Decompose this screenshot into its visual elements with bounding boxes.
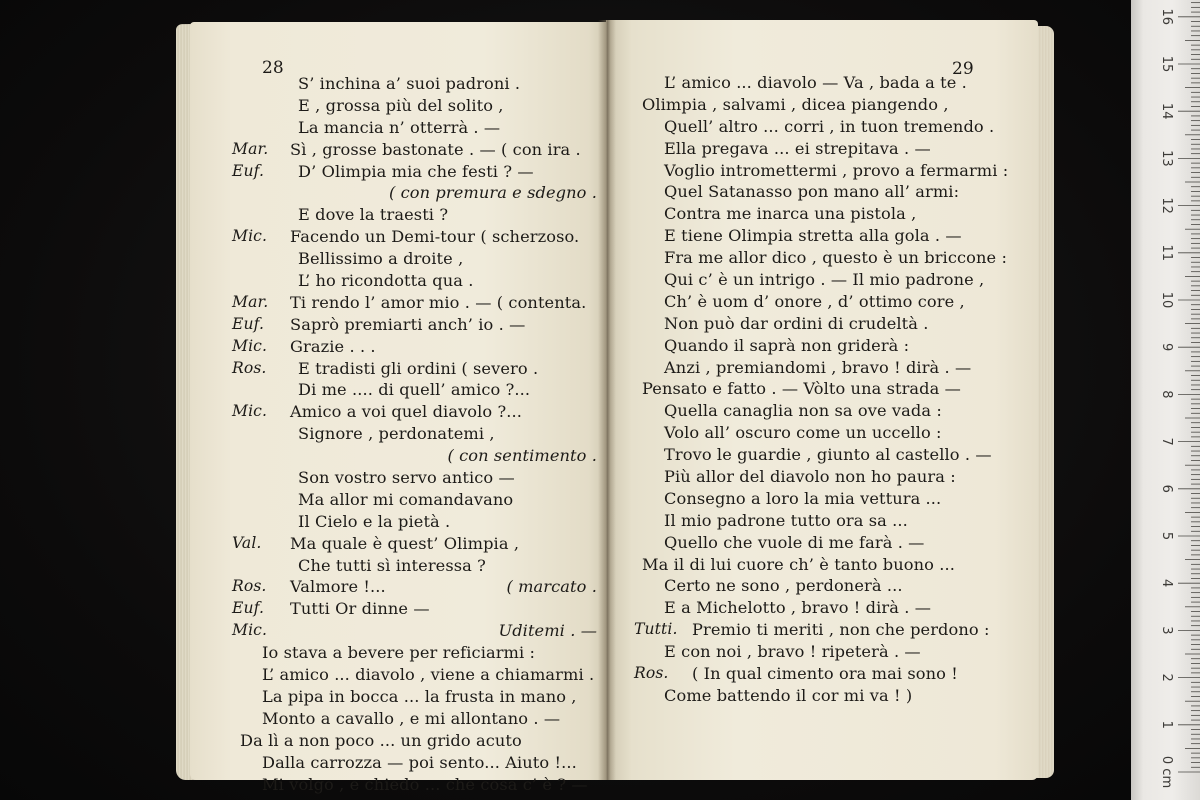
verse-text: Dalla carrozza — poi sento... Aiuto !... xyxy=(262,752,577,772)
verse-line xyxy=(634,203,1026,225)
verse-text: La mancia n’ otterrà . — xyxy=(298,117,501,137)
verse-line xyxy=(634,575,1026,597)
verse-text: Quel Satanasso pon mano all’ armi: xyxy=(664,182,960,202)
verse-line xyxy=(634,663,1026,685)
verse-line xyxy=(634,378,1026,400)
verse-line xyxy=(634,138,1026,160)
verse-line xyxy=(634,225,1026,247)
verse-line xyxy=(634,641,1026,663)
verse-line xyxy=(232,423,597,445)
speaker-name: Val. xyxy=(232,533,262,552)
speaker-name: Mic. xyxy=(232,621,268,640)
verse-text: Fra me allor dico , questo è un briccone : xyxy=(664,248,1008,268)
verse-text: Consegno a loro la mia vettura ... xyxy=(664,488,942,508)
verse-line xyxy=(634,532,1026,554)
verse-text: Ma quale è quest’ Olimpia , xyxy=(290,533,520,553)
verse-text: E , grossa più del solito , xyxy=(298,95,504,115)
verse-line xyxy=(634,400,1026,422)
verse-text: Son vostro servo antico — xyxy=(298,468,515,488)
verse-line xyxy=(634,160,1026,182)
verse-text: Bellissimo a droite , xyxy=(298,249,464,269)
speaker-name: Euf. xyxy=(232,314,264,333)
verse-text: E tradisti gli ordini ( severo . xyxy=(298,358,539,378)
verse-line xyxy=(634,116,1026,138)
verse-text: Tutti Or dinne — xyxy=(290,599,430,619)
speaker-name: Mic. xyxy=(232,227,268,246)
verse-line xyxy=(232,358,597,380)
verse-line xyxy=(232,598,597,620)
verse-line xyxy=(232,204,597,226)
verse-text: Signore , perdonatemi , xyxy=(298,424,495,444)
verse-line xyxy=(232,226,597,248)
ruler-scale xyxy=(1131,0,1200,800)
verse-text: Quella canaglia non sa ove vada : xyxy=(664,401,942,421)
verse-text: La pipa in bocca ... la frusta in mano , xyxy=(262,686,577,706)
verse-line xyxy=(634,488,1026,510)
verse-text: Ella pregava ... ei strepitava . — xyxy=(664,138,931,158)
verse-text: Ch’ è uom d’ onore , d’ ottimo core , xyxy=(664,291,965,311)
verse-text: Monto a cavallo , e mi allontano . — xyxy=(262,708,561,728)
verse-text: Qui c’ è un intrigo . — Il mio padrone , xyxy=(664,270,985,290)
verse-line xyxy=(232,182,597,204)
stage-direction: Uditemi . — xyxy=(498,621,597,641)
verse-line xyxy=(232,467,597,489)
ruler-label: 0 cm xyxy=(1159,755,1174,789)
speaker-name: Euf. xyxy=(232,161,264,180)
verse-line xyxy=(232,730,597,752)
ruler-label: 6 xyxy=(1159,484,1174,493)
verse-line xyxy=(634,247,1026,269)
verse-line xyxy=(634,291,1026,313)
verse-text: Di me .... di quell’ amico ?... xyxy=(298,380,531,400)
book-gutter xyxy=(598,20,616,780)
verse-text: E tiene Olimpia stretta alla gola . — xyxy=(664,226,962,246)
verse-line xyxy=(232,555,597,577)
ruler-label: 15 xyxy=(1159,55,1174,73)
verse-text: Ma il di lui cuore ch’ è tanto buono ... xyxy=(642,554,955,574)
verse-text: Volo all’ oscuro come un uccello : xyxy=(664,423,942,443)
verse-text: Pensato e fatto . — Vòlto una strada — xyxy=(642,379,961,399)
verse-text: Più allor del diavolo non ho paura : xyxy=(664,467,956,487)
left-page-text xyxy=(232,73,597,795)
ruler-label: 14 xyxy=(1159,102,1174,120)
ruler-label: 9 xyxy=(1159,343,1174,352)
verse-text: Come battendo il cor mi va ! ) xyxy=(664,685,913,705)
right-page-text xyxy=(634,72,1026,707)
verse-line xyxy=(232,139,597,161)
verse-text: Grazie . . . xyxy=(290,336,376,356)
verse-line xyxy=(634,597,1026,619)
verse-line xyxy=(634,685,1026,707)
verse-text: Ti rendo l’ amor mio . — ( contenta. xyxy=(290,292,587,312)
verse-line xyxy=(232,248,597,270)
verse-line xyxy=(232,73,597,95)
verse-text: Io stava a bevere per reficiarmi : xyxy=(262,643,536,663)
verse-line xyxy=(634,422,1026,444)
verse-line xyxy=(634,313,1026,335)
verse-text: Anzi , premiandomi , bravo ! dirà . — xyxy=(664,357,972,377)
ruler-label: 16 xyxy=(1159,8,1174,26)
verse-line xyxy=(634,181,1026,203)
verse-line xyxy=(232,686,597,708)
speaker-name: Mic. xyxy=(232,336,268,355)
ruler-label: 13 xyxy=(1159,150,1174,167)
verse-line xyxy=(232,314,597,336)
stage-direction: ( con premura e sdegno . xyxy=(388,183,597,203)
verse-line xyxy=(634,619,1026,641)
verse-line xyxy=(232,511,597,533)
measurement-ruler xyxy=(1131,0,1200,800)
verse-text: Certo ne sono , perdonerà ... xyxy=(664,576,903,596)
verse-line xyxy=(232,642,597,664)
ruler-label: 11 xyxy=(1159,244,1174,262)
ruler-label: 10 xyxy=(1159,291,1174,309)
verse-text: Contra me inarca una pistola , xyxy=(664,204,917,224)
speaker-name: Mar. xyxy=(232,292,269,311)
verse-text: Premio ti meriti , non che perdono : xyxy=(692,620,990,640)
verse-line xyxy=(232,489,597,511)
verse-line xyxy=(232,576,597,598)
verse-text: Olimpia , salvami , dicea piangendo , xyxy=(642,94,949,114)
verse-text: Valmore !... xyxy=(290,577,386,597)
verse-line xyxy=(634,444,1026,466)
verse-line xyxy=(232,445,597,467)
verse-line xyxy=(232,95,597,117)
verse-text: ( In qual cimento ora mai sono ! xyxy=(692,664,958,684)
verse-text: E dove la traesti ? xyxy=(298,205,449,225)
verse-line xyxy=(634,72,1026,94)
speaker-name: Mic. xyxy=(232,402,268,421)
verse-line xyxy=(232,336,597,358)
verse-line xyxy=(634,357,1026,379)
verse-line xyxy=(232,708,597,730)
speaker-name: Ros. xyxy=(232,358,267,377)
verse-line xyxy=(634,94,1026,116)
speaker-name: Euf. xyxy=(232,599,264,618)
verse-text: Quello che vuole di me farà . — xyxy=(664,532,925,552)
verse-text: S’ inchina a’ suoi padroni . xyxy=(298,74,521,93)
verse-line xyxy=(232,292,597,314)
verse-text: Quell’ altro ... corri , in tuon tremendo . xyxy=(664,116,995,136)
verse-text: Saprò premiarti anch’ io . — xyxy=(290,314,526,334)
ruler-label: 7 xyxy=(1159,437,1174,446)
verse-text: L’ amico ... diavolo , viene a chiamarmi . xyxy=(262,665,595,685)
verse-line xyxy=(232,270,597,292)
verse-text: Che tutti sì interessa ? xyxy=(298,555,486,575)
verse-line xyxy=(232,752,597,774)
verse-line xyxy=(232,533,597,555)
verse-text: Sì , grosse bastonate . — ( con ira . xyxy=(290,139,581,159)
speaker-name: Tutti. xyxy=(634,620,678,639)
verse-line xyxy=(634,554,1026,576)
verse-line xyxy=(634,510,1026,532)
verse-text: Facendo un Demi-tour ( scherzoso. xyxy=(290,227,580,247)
ruler-label: 8 xyxy=(1159,390,1174,399)
verse-text: Ma allor mi comandavano xyxy=(298,489,514,509)
ruler-label: 1 xyxy=(1159,720,1174,729)
verse-text: Trovo le guardie , giunto al castello . — xyxy=(664,445,992,465)
ruler-label: 3 xyxy=(1159,626,1174,635)
verse-text: Il Cielo e la pietà . xyxy=(298,511,451,531)
verse-text: E con noi , bravo ! ripeterà . — xyxy=(664,642,921,662)
verse-line xyxy=(634,335,1026,357)
verse-text: Mi volgo , e chiedo ... che cosa c’ è ? — xyxy=(262,774,588,794)
ruler-label: 2 xyxy=(1159,673,1174,682)
verse-text: D’ Olimpia mia che festi ? — xyxy=(298,161,534,181)
verse-text: E a Michelotto , bravo ! dirà . — xyxy=(664,598,931,618)
verse-line xyxy=(232,664,597,686)
verse-line xyxy=(232,161,597,183)
speaker-name: Ros. xyxy=(634,664,669,683)
stage-direction: ( marcato . xyxy=(506,577,597,597)
ruler-label: 5 xyxy=(1159,531,1174,541)
verse-text: Non può dar ordini di crudeltà . xyxy=(664,313,929,333)
verse-line xyxy=(232,379,597,401)
speaker-name: Mar. xyxy=(232,139,269,158)
verse-text: Amico a voi quel diavolo ?... xyxy=(290,402,523,422)
verse-text: Quando il saprà non griderà : xyxy=(664,335,910,355)
right-page-number: 29 xyxy=(952,59,974,79)
stage-direction: ( con sentimento . xyxy=(447,446,597,466)
verse-line xyxy=(232,774,597,796)
verse-line xyxy=(634,466,1026,488)
speaker-name: Ros. xyxy=(232,577,267,596)
verse-text: Da lì a non poco ... un grido acuto xyxy=(240,730,522,750)
verse-line xyxy=(232,117,597,139)
verse-text: Il mio padrone tutto ora sa ... xyxy=(664,510,908,530)
verse-line xyxy=(232,620,597,642)
verse-text: Voglio intromettermi , provo a fermarmi : xyxy=(664,160,1009,180)
verse-line xyxy=(232,401,597,423)
ruler-label: 4 xyxy=(1159,579,1174,588)
verse-text: L’ ho ricondotta qua . xyxy=(298,271,474,291)
left-page-number: 28 xyxy=(262,58,284,78)
verse-line xyxy=(634,269,1026,291)
verse-text: L’ amico ... diavolo — Va , bada a te . xyxy=(664,73,967,92)
ruler-label: 12 xyxy=(1159,197,1174,214)
